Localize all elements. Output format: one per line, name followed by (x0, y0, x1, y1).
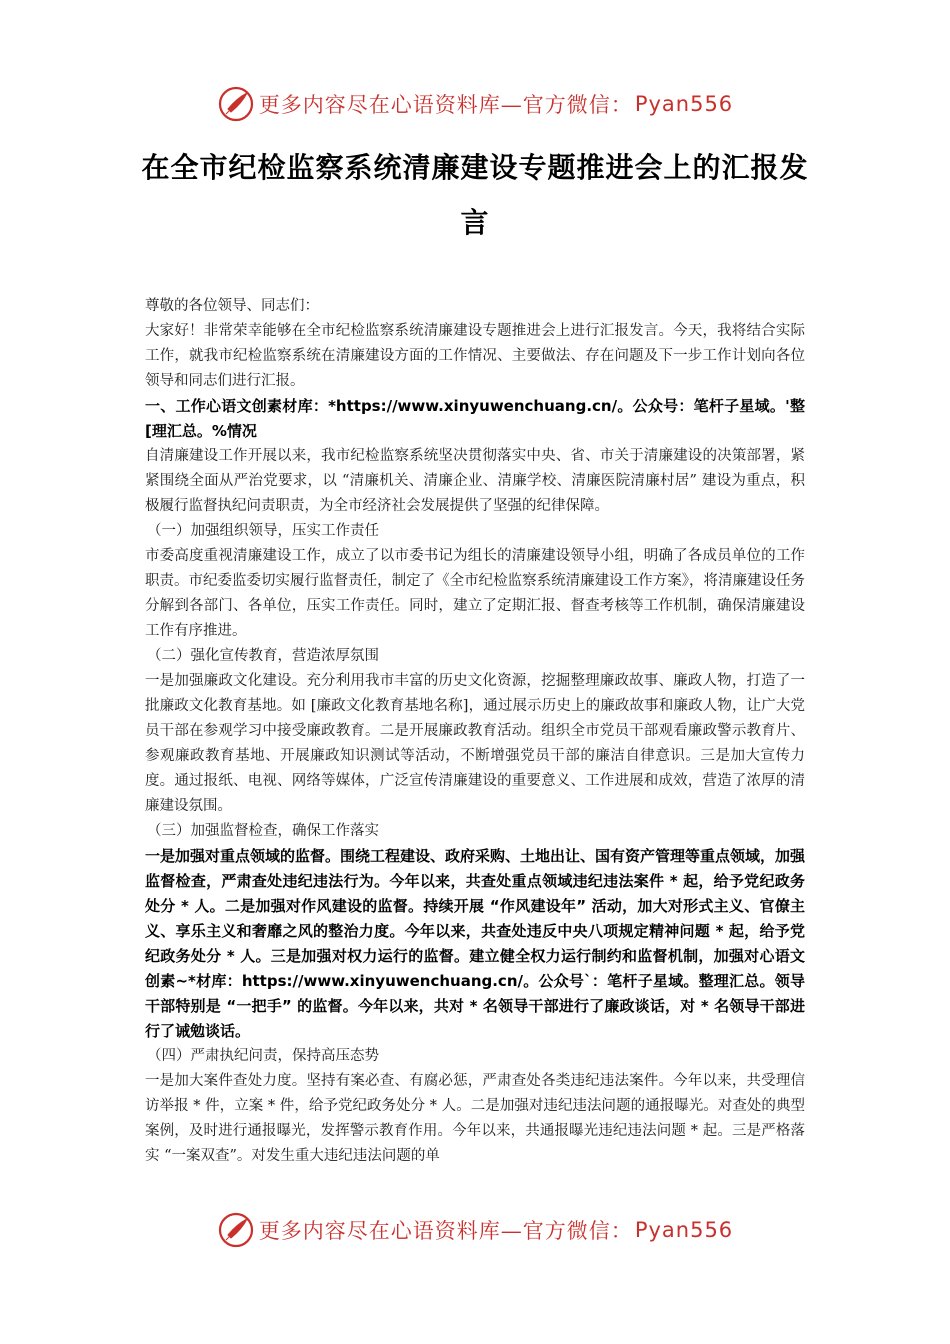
watermark-id: Pyan556 (634, 92, 734, 116)
bold-paragraph: 一是加强对重点领域的监督。围绕工程建设、政府采购、土地出让、国有资产管理等重点领域，加强监督检查，严肃查处违纪违法行为。今年以来，共查处重点领域违纪违法案件 * 起，给予党纪政务处分 * 人。二是加强对作风建设的监督。持续开展 “作风建设年” 活动，加大对形式主义、官僚主义、享乐主义和奢靡之风的整治力度。今年以来，共查处违反中央八项规定精神问题 * 起，给予党纪政务处分 * 人。三是加强对权力运行的监督。建立健全权力运行制约和监督机制，加强对心语文创素~*材库：https://www.xinyuwenchuang.cn/。公众号`：笔杆子星域。整理汇总。领导干部特别是 “一把手” 的监督。今年以来，共对 * 名领导干部进行了廉政谈话，对 * 名领导干部进行了诫勉谈话。 (145, 847, 806, 1040)
watermark-id: Pyan556 (634, 1218, 734, 1242)
watermark-banner-bottom (0, 1208, 950, 1252)
bold-paragraph: 一、工作心语文创素材库：*https://www.xinyuwenchuang.cn/。公众号：笔杆子星域。'整[理汇总。%情况 (145, 397, 805, 440)
section-subheading: （二）强化宣传教育，营造浓厚氛围 (147, 648, 379, 664)
document-body (145, 294, 805, 1169)
paragraph: 一是加大案件查处力度。坚持有案必查、有腐必惩，严肃查处各类违纪违法案件。今年以来，共受理信访举报 * 件，立案 * 件，给予党纪政务处分 * 人。二是加强对违纪违法问题的通报曝光。对查处的典型案例，及时进行通报曝光，发挥警示教育作用。今年以来，共通报曝光违纪违法问题 * 起。三是严格落实 “一案双查”。对发生重大违纪违法问题的单 (145, 1073, 805, 1164)
document-title: 在全市纪检监察系统清廉建设专题推进会上的汇报发言 (141, 151, 809, 239)
paragraph: 尊敬的各位领导、同志们： (145, 298, 319, 314)
section-subheading: （一）加强组织领导，压实工作责任 (147, 523, 379, 539)
paragraph: 一是加强廉政文化建设。充分利用我市丰富的历史文化资源，挖掘整理廉政故事、廉政人物，打造了一批廉政文化教育基地。如 [廉政文化教育基地名称]，通过展示历史上的廉政故事和廉政人物，让广大党员干部在参观学习中接受廉政教育。二是开展廉政教育活动。组织全市党员干部观看廉政警示教育片、参观廉政教育基地、开展廉政知识测试等活动，不断增强党员干部的廉洁自律意识。三是加大宣传力度。通过报纸、电视、网络等媒体，广泛宣传清廉建设的重要意义、工作进展和成效，营造了浓厚的清廉建设氛围。 (145, 673, 805, 814)
quill-logo-icon (217, 85, 255, 123)
section-subheading: （四）严肃执纪问责，保持高压态势 (147, 1048, 379, 1064)
section-subheading: （三）加强监督检查，确保工作落实 (147, 823, 379, 839)
paragraph: 自清廉建设工作开展以来，我市纪检监察系统坚决贯彻落实中央、省、市关于清廉建设的决策部署，紧紧围绕全面从严治党要求，以 “清廉机关、清廉企业、清廉学校、清廉医院清廉村居” 建设为重点，积极履行监督执纪问责职责，为全市经济社会发展提供了坚强的纪律保障。 (145, 448, 805, 514)
paragraph: 市委高度重视清廉建设工作，成立了以市委书记为组长的清廉建设领导小组，明确了各成员单位的工作职责。市纪委监委切实履行监督责任，制定了《全市纪检监察系统清廉建设工作方案》，将清廉建设任务分解到各部门、各单位，压实工作责任。同时，建立了定期汇报、督查考核等工作机制，确保清廉建设工作有序推进。 (145, 548, 805, 639)
paragraph: 大家好！非常荣幸能够在全市纪检监察系统清廉建设专题推进会上进行汇报发言。今天，我将结合实际工作，就我市纪检监察系统在清廉建设方面的工作情况、主要做法、存在问题及下一步工作计划向各位领导和同志们进行汇报。 (145, 323, 805, 389)
watermark-banner-top (0, 82, 950, 126)
watermark-text: 更多内容尽在心语资料库—官方微信： (258, 93, 633, 117)
watermark-text: 更多内容尽在心语资料库—官方微信： (258, 1219, 633, 1243)
quill-logo-icon (217, 1211, 255, 1249)
